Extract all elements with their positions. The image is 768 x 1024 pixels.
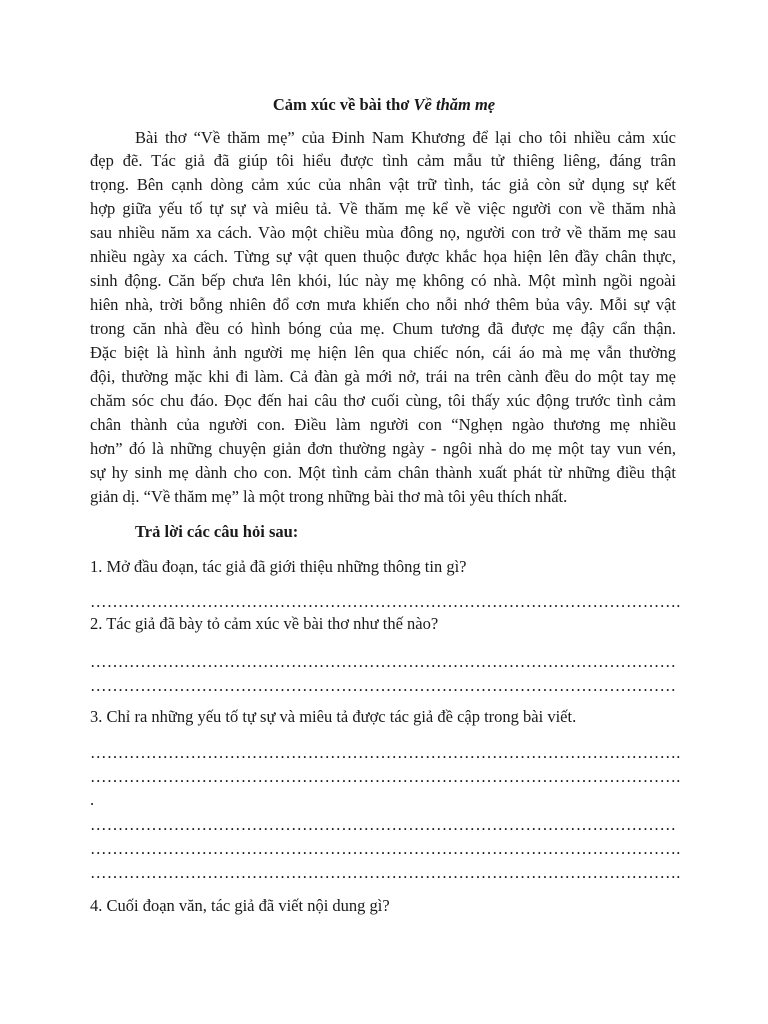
paragraph-line: sau nhiều năm xa cách. Vào một chiều mùa đông nọ, người con trở về thăm mẹ sau bbox=[90, 223, 676, 242]
paragraph-line: sinh động. Căn bếp chưa lên khói, lúc này mẹ không có nhà. Một mình ngồi ngoài bbox=[90, 271, 676, 290]
instruction-heading: Trả lời các câu hỏi sau: bbox=[135, 522, 299, 541]
answer-line: ……………………………………………………………………………………………. bbox=[90, 839, 681, 858]
answer-line-dot: . bbox=[90, 790, 95, 809]
paragraph-line: Bài thơ “Về thăm mẹ” của Đinh Nam Khương để lại cho tôi nhiều cảm xúc bbox=[135, 128, 676, 147]
answer-line: …………………………………………………………………………………………… bbox=[90, 652, 677, 671]
question-4: 4. Cuối đoạn văn, tác giả đã viết nội dung gì? bbox=[90, 896, 390, 915]
paragraph-line: hiên nhà, trời bỗng nhiên đổ cơn mưa khiến cho nỗi nhớ thêm bủa vây. Mỗi sự vật bbox=[90, 295, 676, 314]
answer-line: ……………………………………………………………………………………………. bbox=[90, 592, 681, 611]
question-2: 2. Tác giả đã bày tỏ cảm xúc về bài thơ như thế nào? bbox=[90, 614, 439, 633]
answer-line: …………………………………………………………………………………………… bbox=[90, 815, 677, 834]
title-poem-name: Về thăm mẹ bbox=[413, 95, 496, 114]
paragraph-line: hơn” đó là những chuyện giản đơn thường ngày - ngôi nhà do mẹ một tay vun vén, bbox=[90, 439, 676, 458]
paragraph-line: giản dị. “Về thăm mẹ” là một trong những bài thơ mà tôi yêu thích nhất. bbox=[90, 487, 568, 506]
paragraph-line: chân thành của người con. Điều làm người con “Nghẹn ngào thương mẹ nhiều bbox=[90, 415, 676, 434]
answer-line: ……………………………………………………………………………………………. bbox=[90, 743, 681, 762]
paragraph-line: nhiều ngày xa cách. Từng sự vật quen thuộc được khắc họa hiện lên đầy chân thực, bbox=[90, 247, 676, 266]
title-text: Cảm xúc về bài thơ bbox=[272, 95, 414, 114]
question-1: 1. Mở đầu đoạn, tác giả đã giới thiệu những thông tin gì? bbox=[90, 557, 467, 576]
paragraph-line: đẹp đẽ. Tác giả đã giúp tôi hiểu được tình cảm mẫu tử thiêng liêng, đáng trân bbox=[90, 151, 676, 170]
paragraph-line: trọng. Bên cạnh dòng cảm xúc của nhân vật trữ tình, tác giả còn sử dụng sự kết bbox=[90, 175, 676, 194]
paragraph-line: sự hy sinh mẹ dành cho con. Một tình cảm chân thành xuất phát từ những điều thật bbox=[90, 463, 676, 482]
document-title bbox=[0, 95, 768, 115]
question-3: 3. Chỉ ra những yếu tố tự sự và miêu tả được tác giả đề cập trong bài viết. bbox=[90, 707, 577, 726]
paragraph-line: hợp giữa yếu tố tự sự và miêu tả. Về thăm mẹ kể về việc người con về thăm nhà bbox=[90, 199, 676, 218]
paragraph-line: đội, thường mặc khi đi làm. Cả đàn gà mới nở, trái na trên cành đều do một tay mẹ bbox=[90, 367, 676, 386]
paragraph-line: Đặc biệt là hình ảnh người mẹ hiện lên qua chiếc nón, cái áo mà mẹ vẫn thường bbox=[90, 343, 676, 362]
answer-line: ……………………………………………………………………………………………. bbox=[90, 767, 681, 786]
answer-line: …………………………………………………………………………………………… bbox=[90, 676, 677, 695]
paragraph-line: chăm sóc chu đáo. Đọc đến hai câu thơ cuối cùng, tôi thấy xúc động trước tình cảm bbox=[90, 391, 676, 410]
paragraph-line: trong căn nhà đều có hình bóng của mẹ. Chum tương đã được mẹ đậy cẩn thận. bbox=[90, 319, 676, 338]
answer-line: ……………………………………………………………………………………………. bbox=[90, 863, 681, 882]
